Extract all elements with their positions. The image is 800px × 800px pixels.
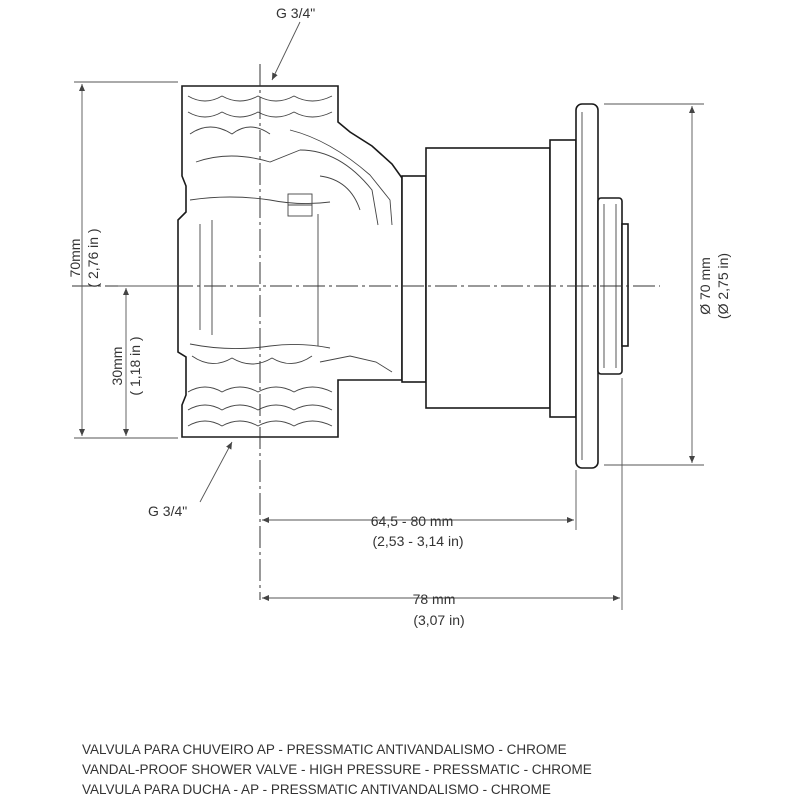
- height-in-label: ( 2,76 in ): [85, 228, 101, 288]
- offset-mm-label: 30mm: [109, 346, 125, 386]
- offset-in-label: ( 1,18 in ): [127, 336, 143, 396]
- valve-body: [178, 86, 402, 437]
- cartridge-housing: [402, 140, 576, 417]
- height-mm-label: 70mm: [67, 238, 83, 278]
- flange-diameter-in-label: (Ø 2,75 in): [715, 252, 731, 320]
- thread-bottom-leader: [200, 442, 232, 502]
- depth-range-mm-label: 64,5 - 80 mm: [370, 513, 454, 529]
- overall-length-in-label: (3,07 in): [413, 612, 465, 628]
- depth-range-in-label: (2,53 - 3,14 in): [372, 533, 464, 549]
- thread-bottom-label: G 3/4": [148, 503, 188, 519]
- flange-diameter-mm-label: Ø 70 mm: [697, 257, 713, 315]
- overall-length-mm-label: 78 mm: [412, 591, 456, 607]
- caption-line-1: VALVULA PARA CHUVEIRO AP - PRESSMATIC ANTIVANDALISMO - CHROME: [82, 742, 567, 757]
- thread-top-leader: [272, 22, 300, 80]
- caption-line-3: VALVULA PARA DUCHA - AP - PRESSMATIC ANTIVANDALISMO - CHROME: [82, 782, 551, 797]
- thread-top-label: G 3/4": [276, 5, 316, 21]
- caption-line-2: VANDAL-PROOF SHOWER VALVE - HIGH PRESSURE - PRESSMATIC - CHROME: [82, 762, 592, 777]
